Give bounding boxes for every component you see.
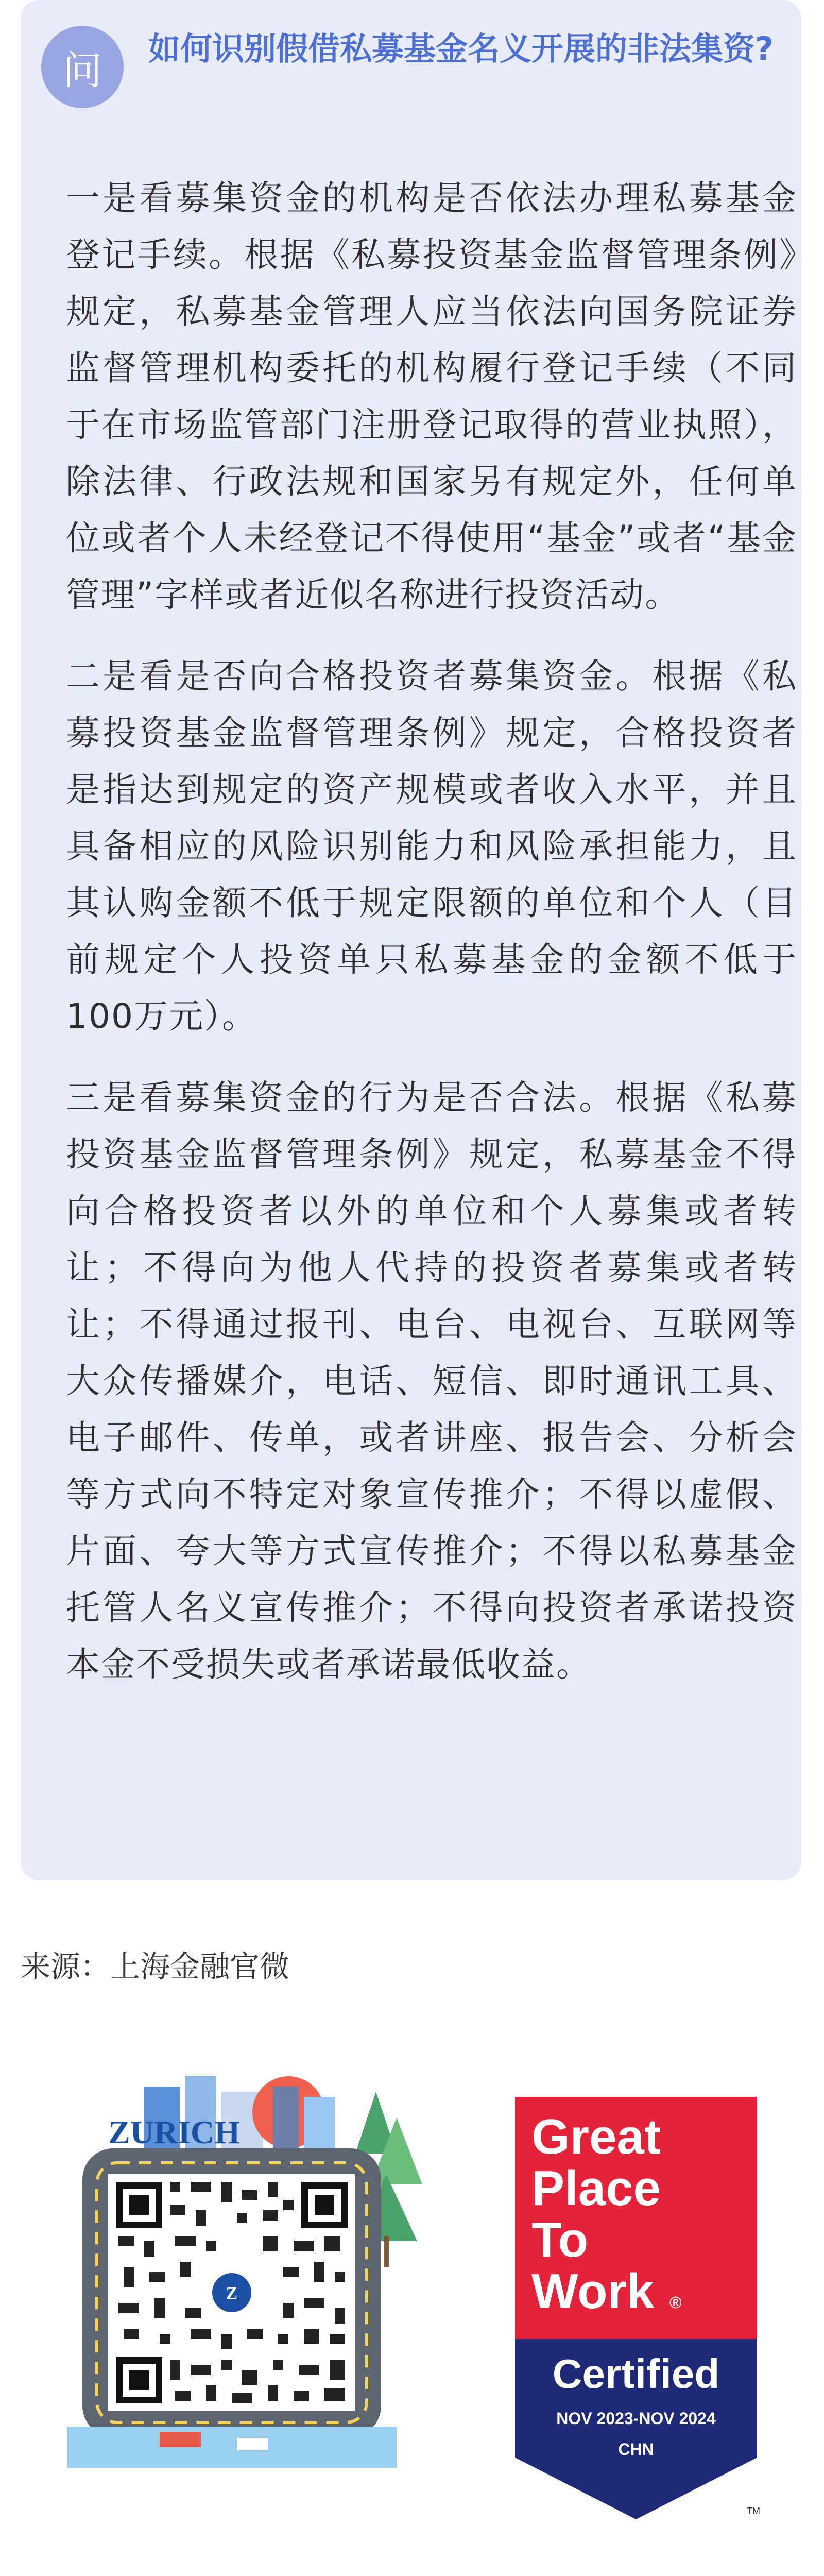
qa-card xyxy=(21,0,801,1880)
badge-period: NOV 2023-NOV 2024 xyxy=(556,2409,716,2428)
question-title: 如何识别假借私募基金名义开展的非法集资? xyxy=(148,30,774,67)
qr-finder-top-right xyxy=(301,2182,348,2228)
badge-line-great: Great xyxy=(531,2109,661,2164)
question-icon xyxy=(41,26,124,108)
badge-line-work: Work xyxy=(531,2264,655,2319)
answer-body xyxy=(66,170,797,1718)
qr-center-logo xyxy=(207,2268,256,2317)
qr-finder-top-left xyxy=(116,2182,162,2228)
sea-illustration xyxy=(67,2427,397,2468)
answer-paragraph-1: 一是看募集资金的机构是否依法办理私募基金登记手续。根据《私募投资基金监督管理条例》规定，私募基金管理人应当依法向国务院证券监督管理机构委托的机构履行登记手续（不同于在市场监管部门注册登记取得的营业执照），除法律、行政法规和国家另有规定外，任何单位或者个人未经登记不得使用“基金”或者“基金管理”字样或者近似名称进行投资活动。 xyxy=(66,178,797,615)
badge-line-to: To xyxy=(531,2212,589,2267)
svg-text:Z: Z xyxy=(226,2284,238,2303)
question-icon-char: 问 xyxy=(63,47,102,93)
great-place-to-work-badge xyxy=(515,2097,760,2524)
badge-line-place: Place xyxy=(531,2161,661,2216)
answer-paragraph-3: 三是看募集资金的行为是否合法。根据《私募投资基金监督管理条例》规定，私募基金不得向合格投资者以外的单位和个人募集或者转让；不得向为他人代持的投资者募集或者转让；不得通过报刊、电台、电视台、互联网等大众传播媒介，电话、短信、即时通讯工具、电子邮件、传单，或者讲座、报告会、分析会等方式向不特定对象宣传推介；不得以虚假、片面、夸大等方式宣传推介；不得以私募基金托管人名义宣传推介；不得向投资者承诺投资本金不受损失或者承诺最低收益。 xyxy=(66,1078,797,1684)
badge-registered-mark: ® xyxy=(670,2293,682,2312)
badge-certified: Certified xyxy=(552,2351,720,2397)
qr-finder-bottom-left xyxy=(116,2357,162,2403)
badge-country: CHN xyxy=(618,2440,654,2459)
source-credit: 来源：上海金融官微 xyxy=(21,1949,290,1984)
badge-tm: TM xyxy=(747,2506,760,2516)
qr-code-image[interactable] xyxy=(67,2071,427,2473)
answer-paragraph-2: 二是看是否向合格投资者募集资金。根据《私募投资基金监督管理条例》规定，合格投资者是指达到规定的资产规模或者收入水平，并且具备相应的风险识别能力和风险承担能力，且其认购金额不低于规定限额的单位和个人（目前规定个人投资单只私募基金的金额不低于100万元）。 xyxy=(66,656,797,1036)
zurich-logo: ZURICH xyxy=(108,2114,241,2150)
